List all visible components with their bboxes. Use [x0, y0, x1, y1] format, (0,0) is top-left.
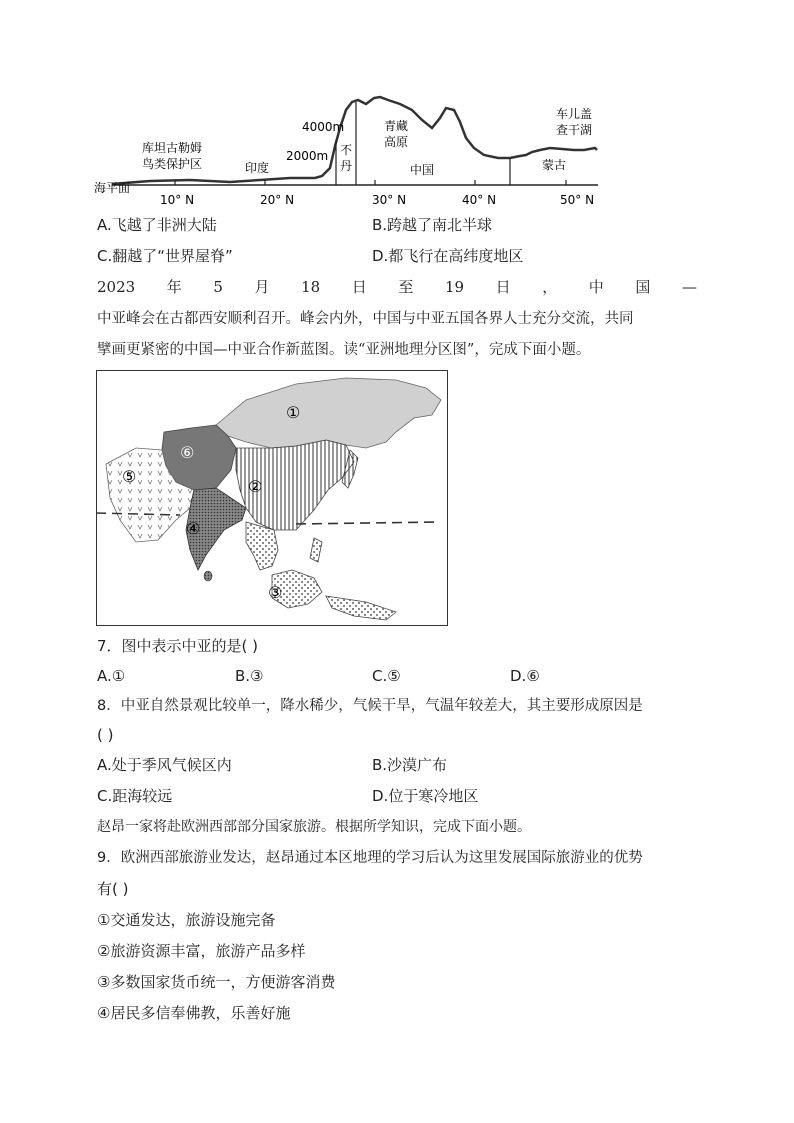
- sri-lanka-island: [204, 571, 212, 581]
- intro-token: 中: [588, 278, 604, 296]
- sea-level-label: 海平面: [94, 181, 131, 195]
- intro-token: 国: [635, 278, 651, 296]
- prev-option-a: A.飞越了非洲大陆: [97, 216, 217, 234]
- tick-label: 20° N: [260, 193, 295, 207]
- bhutan-label-2: 丹: [340, 159, 353, 173]
- intro-token: 5: [213, 278, 223, 296]
- prev-option-d: D.都飞行在高纬度地区: [372, 247, 524, 265]
- region-label-4: ④: [186, 519, 201, 538]
- bhutan-label-1: 不: [340, 143, 353, 157]
- intro-token: —: [681, 278, 697, 296]
- q9-item-2: ②旅游资源丰富，旅游产品多样: [97, 942, 306, 960]
- chergan-label-2: 查干湖: [556, 123, 593, 137]
- q9-item-4: ④居民多信奉佛教，乐善好施: [97, 1004, 291, 1022]
- q8-option-d: D.位于寒冷地区: [372, 787, 479, 805]
- tick-label: 50° N: [560, 193, 595, 207]
- region-label-6: ⑥: [180, 443, 195, 462]
- q8-option-b: B.沙漠广布: [372, 756, 448, 774]
- intro-token: 月: [254, 278, 270, 296]
- q9-item-1: ①交通发达，旅游设施完备: [97, 911, 276, 929]
- tick-label: 40° N: [462, 193, 497, 207]
- q7-option-a: A.①: [97, 667, 126, 685]
- intro-token: 至: [398, 278, 414, 296]
- intro-token: 日: [351, 278, 367, 296]
- china-label: 中国: [410, 163, 435, 177]
- q8-stem-2: ( ): [97, 726, 114, 744]
- mongolia-label: 蒙古: [542, 158, 567, 172]
- chergan-label-1: 车儿盖: [556, 107, 593, 121]
- q8-option-a: A.处于季风气候区内: [97, 756, 232, 774]
- q8-option-c: C.距海较远: [97, 787, 173, 805]
- kutan-label-1: 库坦古勒姆: [142, 141, 203, 155]
- region-label-1: ①: [286, 403, 301, 422]
- q9-item-3: ③多数国家货币统一，方便游客消费: [97, 973, 336, 991]
- height-4000-label: 4000m: [302, 120, 345, 134]
- tibet-label-2: 高原: [384, 135, 409, 149]
- intro-token: 年: [166, 278, 182, 296]
- q9-stem-2: 有( ): [97, 880, 129, 898]
- q7-option-d: D.⑥: [510, 667, 540, 685]
- height-2000-label: 2000m: [286, 149, 329, 163]
- intro-token: 19: [444, 278, 465, 296]
- intro-token: 日: [495, 278, 511, 296]
- terrain-profile-figure: [90, 88, 610, 210]
- prev-option-b: B.跨越了南北半球: [372, 216, 493, 234]
- intro-token: 2023: [97, 278, 136, 296]
- q8-stem: 8．中亚自然景观比较单一，降水稀少，气候干旱，气温年较差大，其主要形成原因是: [97, 698, 643, 714]
- region-label-2: ②: [248, 477, 263, 496]
- intro-line-2: 中亚峰会在古都西安顺利召开。峰会内外，中国与中亚五国各界人士充分交流，共同: [97, 311, 634, 327]
- india-label: 印度: [245, 161, 270, 175]
- kutan-label-2: 鸟类保护区: [142, 157, 203, 171]
- tick-label: 10° N: [160, 193, 195, 207]
- intro-line-1: [97, 277, 697, 297]
- q7-option-c: C.⑤: [372, 667, 401, 685]
- tibet-label-1: 青藏: [384, 119, 409, 133]
- tick-label: 30° N: [372, 193, 407, 207]
- q7-option-b: B.③: [235, 667, 264, 685]
- intro-token: ，: [542, 278, 558, 296]
- intro-line-3: 擘画更紧密的中国—中亚合作新蓝图。读“亚洲地理分区图”，完成下面小题。: [97, 342, 591, 358]
- asia-regions-map: [96, 370, 448, 626]
- region-label-5: ⑤: [122, 467, 137, 486]
- prev-option-c: C.翻越了“世界屋脊”: [97, 247, 233, 265]
- q7-stem: 7．图中表示中亚的是( ): [97, 637, 259, 655]
- region-label-3: ③: [268, 583, 283, 602]
- q9-stem: 9．欧洲西部旅游业发达，赵昂通过本区地理的学习后认为这里发展国际旅游业的优势: [97, 850, 643, 866]
- intro-q9: 赵昂一家将赴欧洲西部部分国家旅游。根据所学知识，完成下面小题。: [97, 819, 531, 835]
- intro-token: 18: [301, 278, 321, 296]
